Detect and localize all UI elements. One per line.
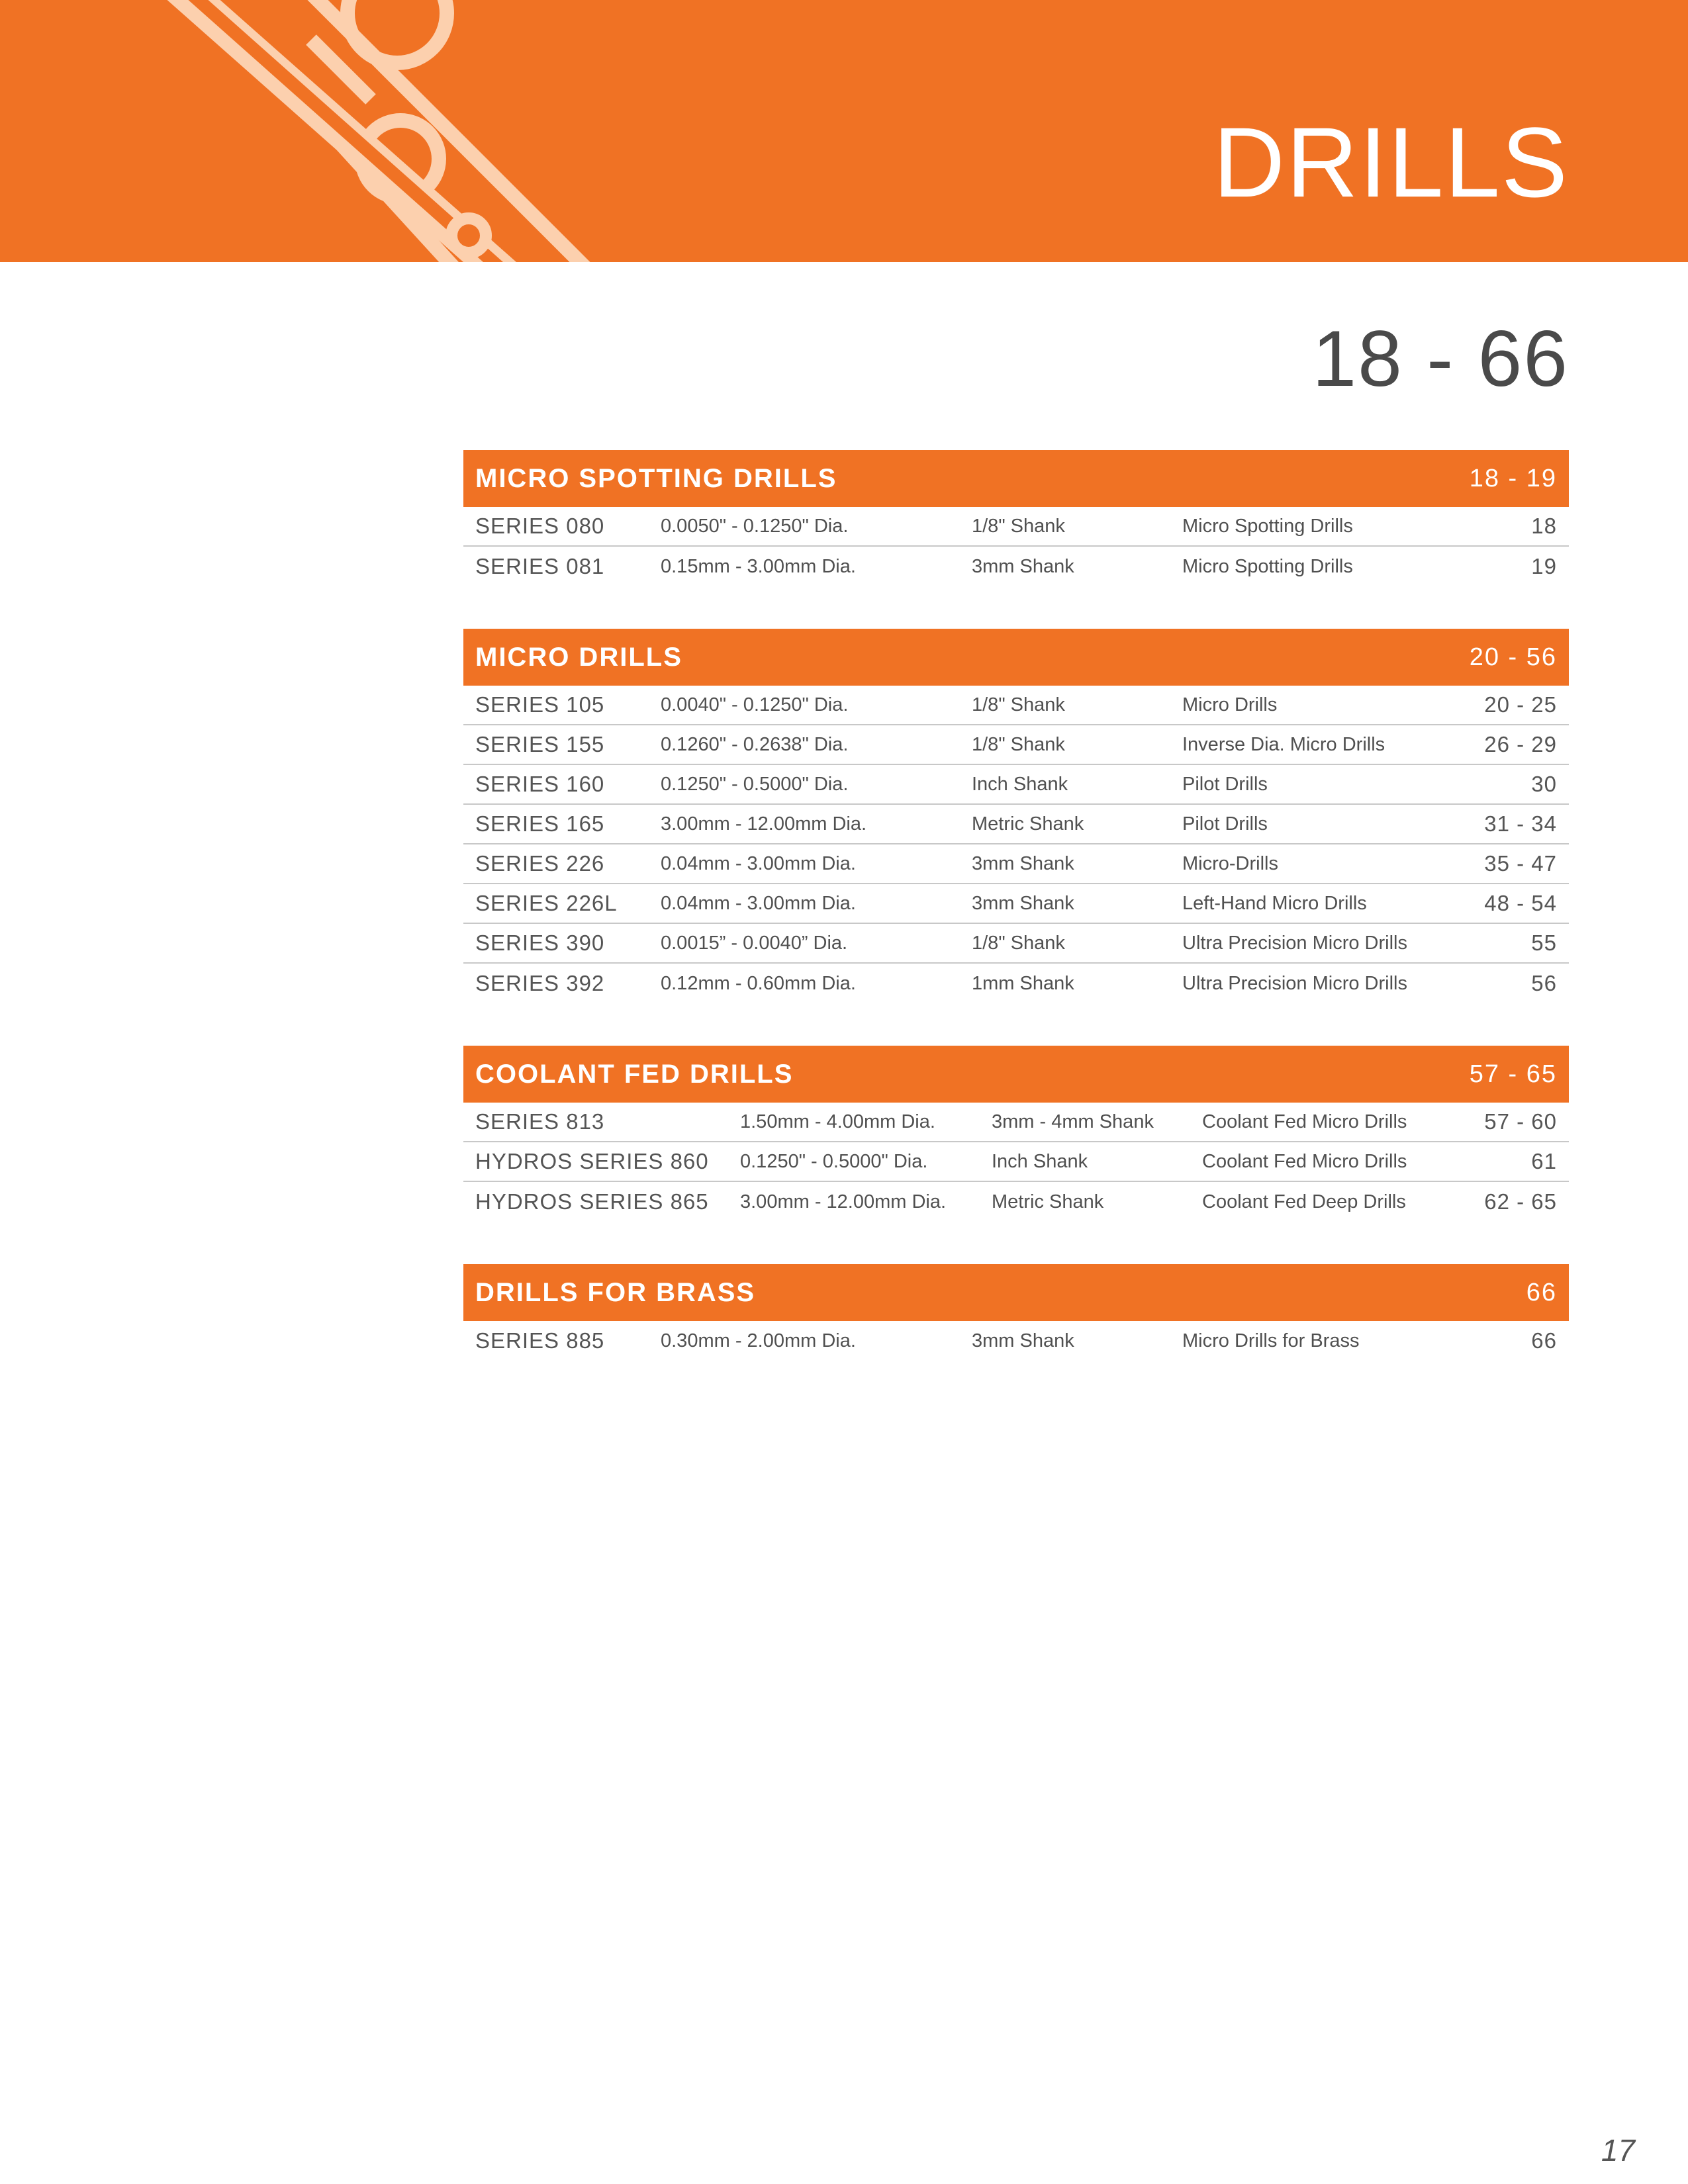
table-row[interactable] — [463, 1321, 1569, 1361]
product-description: Micro Spotting Drills — [1182, 515, 1353, 537]
table-row[interactable] — [463, 765, 1569, 805]
section-header — [463, 629, 1569, 686]
product-description: Micro Drills for Brass — [1182, 1330, 1360, 1351]
section-header — [463, 1264, 1569, 1321]
diameter-range: 0.04mm - 3.00mm Dia. — [661, 852, 856, 874]
diameter-range: 0.12mm - 0.60mm Dia. — [661, 972, 856, 994]
section-title: DRILLS FOR BRASS — [475, 1277, 756, 1307]
shank-size: 3mm Shank — [972, 892, 1074, 914]
section-micro-drills — [463, 629, 1569, 1003]
series-name: SERIES 160 — [475, 772, 605, 796]
section-micro-spotting-drills — [463, 450, 1569, 586]
diameter-range: 0.1250" - 0.5000" Dia. — [740, 1150, 928, 1172]
table-row[interactable] — [463, 964, 1569, 1003]
series-name: SERIES 392 — [475, 971, 605, 995]
shank-size: 1mm Shank — [972, 972, 1074, 994]
page-reference: 18 — [1531, 514, 1557, 538]
product-description: Pilot Drills — [1182, 813, 1268, 835]
page-reference: 35 - 47 — [1484, 851, 1557, 876]
shank-size: 3mm Shank — [972, 1330, 1074, 1351]
table-row[interactable] — [463, 844, 1569, 884]
product-description: Coolant Fed Micro Drills — [1202, 1150, 1407, 1172]
shank-size: Inch Shank — [992, 1150, 1088, 1172]
diameter-range: 0.0015” - 0.0040” Dia. — [661, 932, 848, 954]
series-name: SERIES 813 — [475, 1109, 605, 1134]
section-title: MICRO SPOTTING DRILLS — [475, 463, 837, 493]
product-description: Micro Spotting Drills — [1182, 555, 1353, 577]
shank-size: Metric Shank — [972, 813, 1084, 835]
table-row[interactable] — [463, 1142, 1569, 1182]
diameter-range: 0.1250" - 0.5000" Dia. — [661, 773, 849, 795]
shank-size: 1/8" Shank — [972, 733, 1065, 755]
table-row[interactable] — [463, 507, 1569, 547]
table-row[interactable] — [463, 686, 1569, 725]
section-range: 20 - 56 — [1469, 643, 1557, 671]
table-row[interactable] — [463, 725, 1569, 765]
page-reference: 56 — [1531, 971, 1557, 995]
series-name: HYDROS SERIES 860 — [475, 1149, 709, 1173]
page-reference: 30 — [1531, 772, 1557, 796]
product-description: Micro-Drills — [1182, 852, 1278, 874]
diameter-range: 0.0040" - 0.1250" Dia. — [661, 694, 849, 715]
page-reference: 61 — [1531, 1149, 1557, 1173]
page-reference: 48 - 54 — [1484, 891, 1557, 915]
page-range: 18 - 66 — [1312, 314, 1569, 403]
series-name: SERIES 390 — [475, 931, 605, 955]
page-reference: 19 — [1531, 554, 1557, 578]
header-banner — [0, 0, 1688, 262]
series-name: SERIES 155 — [475, 732, 605, 756]
page-number: 17 — [1601, 2133, 1635, 2167]
table-row[interactable] — [463, 1182, 1569, 1222]
section-range: 18 - 19 — [1469, 464, 1557, 492]
section-drills-for-brass — [463, 1264, 1569, 1361]
product-description: Ultra Precision Micro Drills — [1182, 932, 1407, 954]
diameter-range: 1.50mm - 4.00mm Dia. — [740, 1111, 935, 1132]
table-row[interactable] — [463, 884, 1569, 924]
shank-size: 1/8" Shank — [972, 932, 1065, 954]
product-description: Left-Hand Micro Drills — [1182, 892, 1367, 914]
shank-size: 3mm - 4mm Shank — [992, 1111, 1154, 1132]
page-reference: 31 - 34 — [1484, 811, 1557, 836]
table-row[interactable] — [463, 547, 1569, 586]
drill-bit-illustration-icon — [0, 0, 662, 262]
product-description: Coolant Fed Micro Drills — [1202, 1111, 1407, 1132]
product-description: Pilot Drills — [1182, 773, 1268, 795]
product-description: Inverse Dia. Micro Drills — [1182, 733, 1385, 755]
page-reference: 57 - 60 — [1484, 1109, 1557, 1134]
section-range: 57 - 65 — [1469, 1060, 1557, 1088]
section-coolant-fed-drills — [463, 1046, 1569, 1222]
shank-size: Inch Shank — [972, 773, 1068, 795]
catalog-index — [463, 450, 1569, 1403]
page-reference: 26 - 29 — [1484, 732, 1557, 756]
series-name: SERIES 080 — [475, 514, 605, 538]
product-description: Coolant Fed Deep Drills — [1202, 1191, 1406, 1212]
section-header — [463, 1046, 1569, 1103]
page-reference: 55 — [1531, 931, 1557, 955]
page-reference: 20 - 25 — [1484, 692, 1557, 717]
diameter-range: 0.04mm - 3.00mm Dia. — [661, 892, 856, 914]
series-name: SERIES 226L — [475, 891, 618, 915]
series-name: SERIES 885 — [475, 1328, 605, 1353]
diameter-range: 0.15mm - 3.00mm Dia. — [661, 555, 856, 577]
table-row[interactable] — [463, 805, 1569, 844]
section-header — [463, 450, 1569, 507]
table-row[interactable] — [463, 1103, 1569, 1142]
product-description: Micro Drills — [1182, 694, 1278, 715]
series-name: SERIES 226 — [475, 851, 605, 876]
table-row[interactable] — [463, 924, 1569, 964]
shank-size: 3mm Shank — [972, 555, 1074, 577]
shank-size: Metric Shank — [992, 1191, 1104, 1212]
diameter-range: 0.1260" - 0.2638" Dia. — [661, 733, 849, 755]
page-reference: 62 - 65 — [1484, 1189, 1557, 1214]
diameter-range: 0.0050" - 0.1250" Dia. — [661, 515, 849, 537]
page-reference: 66 — [1531, 1328, 1557, 1353]
diameter-range: 0.30mm - 2.00mm Dia. — [661, 1330, 856, 1351]
section-title: COOLANT FED DRILLS — [475, 1059, 794, 1089]
diameter-range: 3.00mm - 12.00mm Dia. — [661, 813, 867, 835]
product-description: Ultra Precision Micro Drills — [1182, 972, 1407, 994]
series-name: SERIES 105 — [475, 692, 605, 717]
page-title: DRILLS — [1213, 107, 1569, 218]
shank-size: 3mm Shank — [972, 852, 1074, 874]
section-title: MICRO DRILLS — [475, 642, 682, 672]
shank-size: 1/8" Shank — [972, 515, 1065, 537]
shank-size: 1/8" Shank — [972, 694, 1065, 715]
section-range: 66 — [1526, 1278, 1557, 1306]
series-name: SERIES 165 — [475, 811, 605, 836]
series-name: HYDROS SERIES 865 — [475, 1189, 709, 1214]
series-name: SERIES 081 — [475, 554, 605, 578]
diameter-range: 3.00mm - 12.00mm Dia. — [740, 1191, 947, 1212]
